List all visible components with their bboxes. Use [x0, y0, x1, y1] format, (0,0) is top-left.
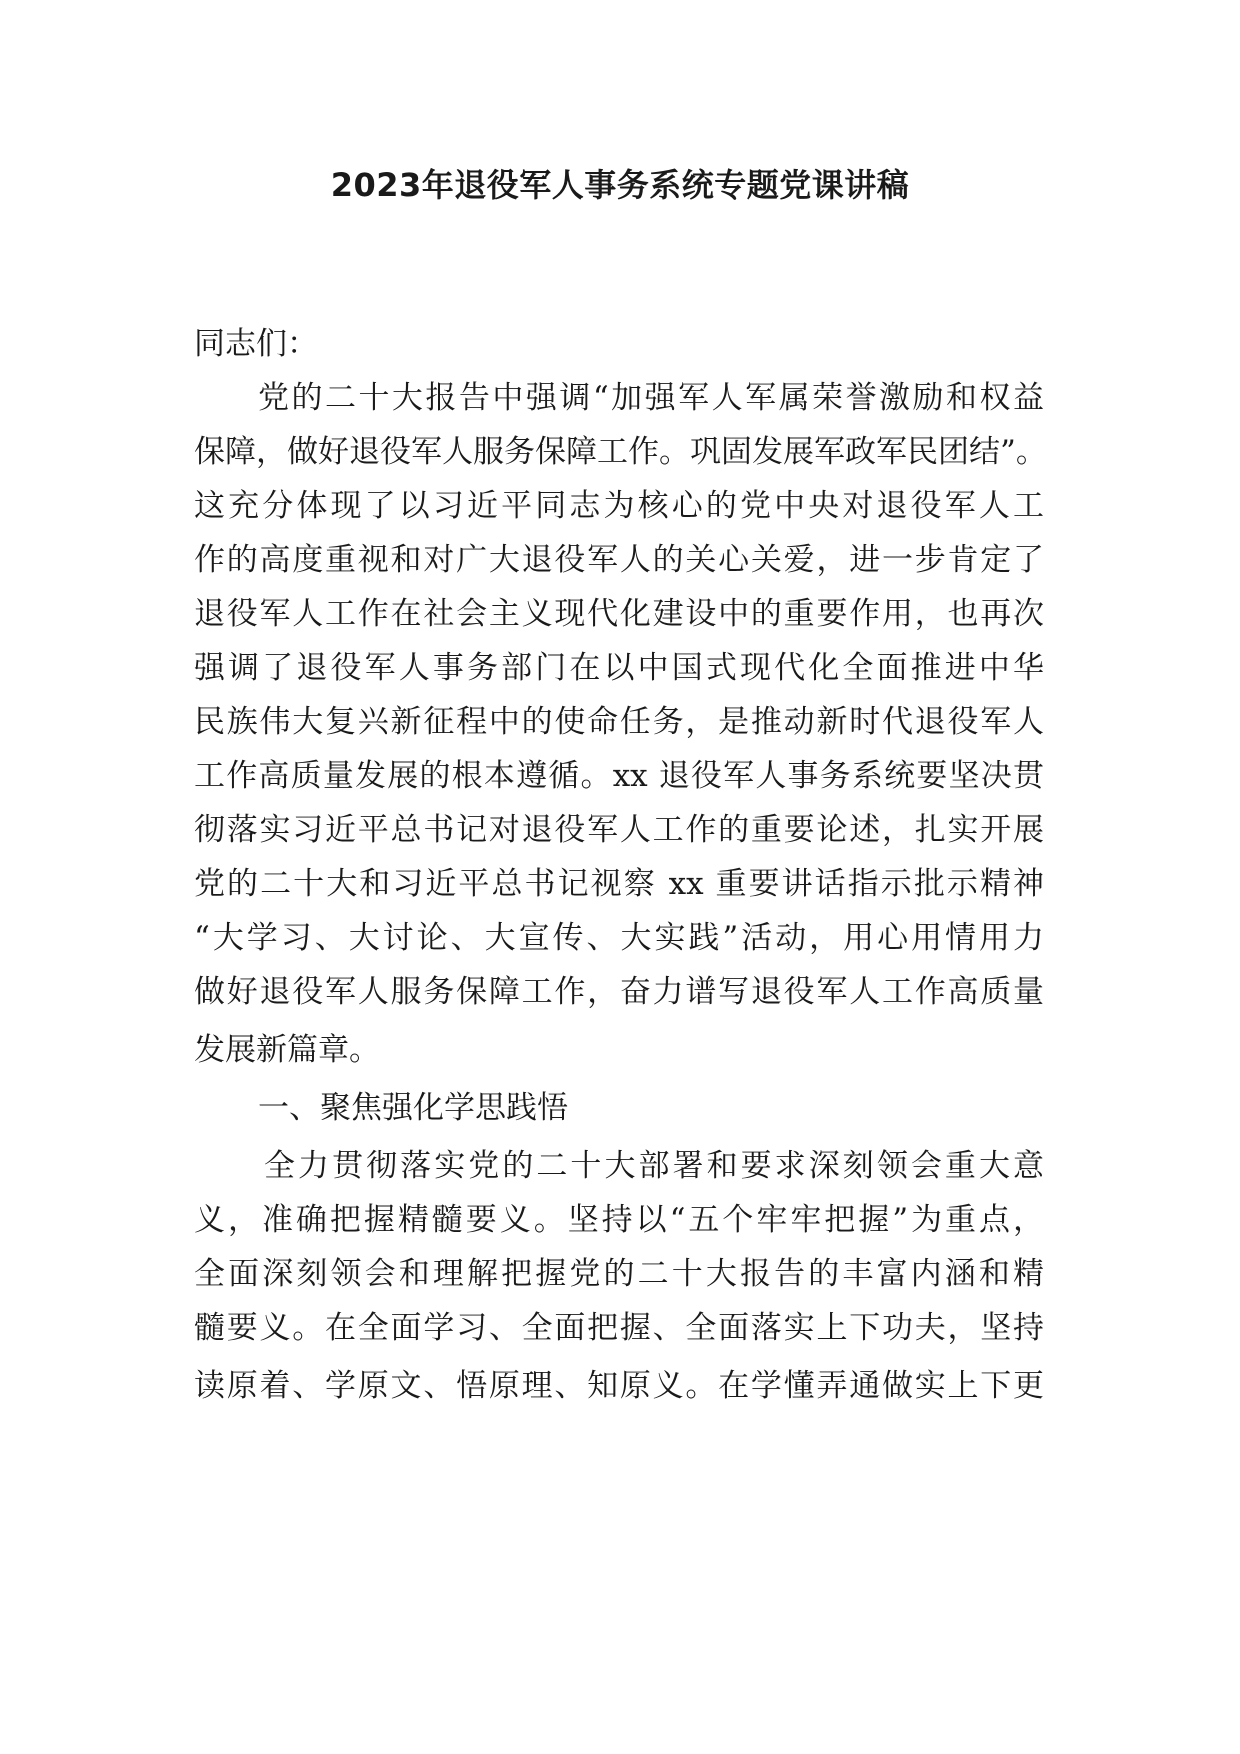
paragraph-line: 义，准确把握精髓要义。坚持以“五个牢牢把握”为重点， — [194, 1202, 1044, 1238]
section-heading: 一、聚焦强化学思践悟 — [258, 1090, 568, 1126]
salutation: 同志们： — [194, 326, 318, 362]
paragraph-line: 党的二十大报告中强调“加强军人军属荣誉激励和权益 — [258, 380, 1044, 416]
paragraph-line: 髓要义。在全面学习、全面把握、全面落实上下功夫，坚持 — [194, 1310, 1044, 1346]
paragraph-line: 保障，做好退役军人服务保障工作。巩固发展军政军民团结”。 — [194, 434, 1047, 470]
paragraph-line: 退役军人工作在社会主义现代化建设中的重要作用，也再次 — [194, 596, 1044, 632]
paragraph-line: 发展新篇章。 — [194, 1032, 380, 1068]
paragraph-line: 读原着、学原文、悟原理、知原义。在学懂弄通做实上下更 — [194, 1368, 1044, 1404]
paragraph-line: 全面深刻领会和理解把握党的二十大报告的丰富内涵和精 — [194, 1256, 1044, 1292]
paragraph-line: 党的二十大和习近平总书记视察 xx 重要讲话指示批示精神 — [194, 866, 1044, 902]
paragraph-line: 这充分体现了以习近平同志为核心的党中央对退役军人工 — [194, 488, 1044, 524]
paragraph-line: 彻落实习近平总书记对退役军人工作的重要论述，扎实开展 — [194, 812, 1044, 848]
paragraph-line: 强调了退役军人事务部门在以中国式现代化全面推进中华 — [194, 650, 1044, 686]
paragraph-line: 工作高质量发展的根本遵循。xx 退役军人事务系统要坚决贯 — [194, 758, 1044, 794]
paragraph-line: “大学习、大讨论、大宣传、大实践”活动，用心用情用力 — [194, 920, 1044, 956]
paragraph-line: 做好退役军人服务保障工作，奋力谱写退役军人工作高质量 — [194, 974, 1044, 1010]
document-title: 2023年退役军人事务系统专题党课讲稿 — [330, 166, 910, 204]
paragraph-line: 作的高度重视和对广大退役军人的关心关爱，进一步肯定了 — [194, 542, 1044, 578]
paragraph-line: 全力贯彻落实党的二十大部署和要求深刻领会重大意 — [264, 1148, 1044, 1184]
paragraph-line: 民族伟大复兴新征程中的使命任务，是推动新时代退役军人 — [194, 704, 1044, 740]
